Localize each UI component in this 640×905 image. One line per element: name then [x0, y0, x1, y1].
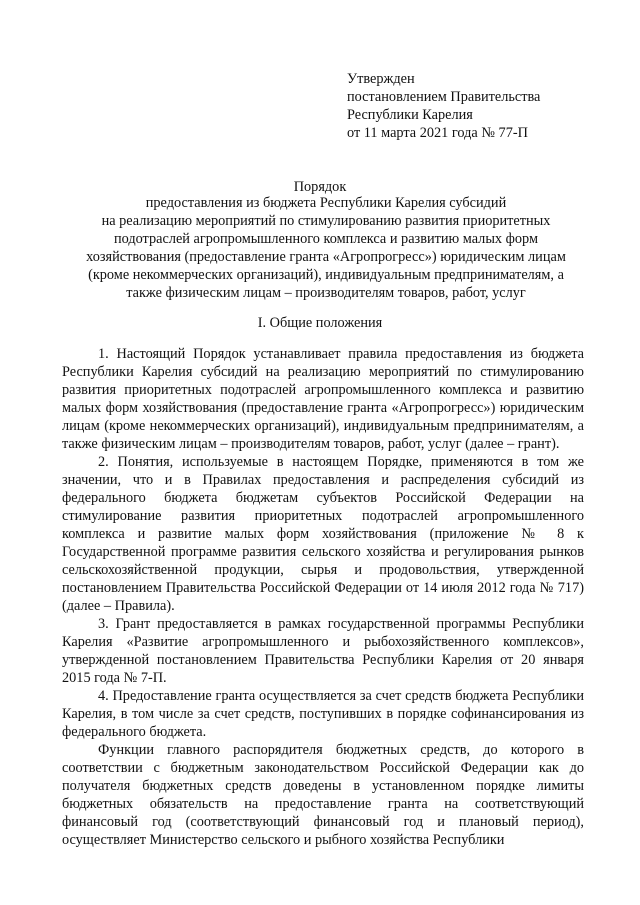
document-subject — [56, 194, 596, 302]
paragraph-3: 3. Грант предоставляется в рамках государственной программы Республики Карелия «Развитие агропромышленного и рыбохозяйственного комплексов», утвержденной постановлением Правительства Республики Карелия от 20 января 2015 года № 7-П. — [62, 616, 584, 686]
section-heading: I. Общие положения — [257, 315, 383, 331]
subject-line: на реализацию мероприятий по стимулированию развития приоритетных — [101, 213, 551, 229]
subject-line: хозяйствования (предоставление гранта «Агропрогресс») юридическим лицам — [86, 249, 566, 265]
subject-line: также физическим лицам – производителям товаров, работ, услуг — [126, 285, 526, 301]
approval-line: Утвержден — [347, 71, 415, 87]
paragraph-2: 2. Понятия, используемые в настоящем Порядке, применяются в том же значении, что и в Правилах предоставления и распределения субсидий из федерального бюджета бюджетам субъектов Российской Федерации на стимулирование развития приоритетных подотраслей агропромышленного комплекса и развитие малых форм хозяйствования (приложение № 8 к Государственной программе развития сельского хозяйства и регулирования рынков сельскохозяйственной продукции, сырья и продовольствия, утвержденной постановлением Правительства Российской Федерации от 14 июля 2012 года № 717) (далее – Правила). — [62, 454, 584, 614]
document-title: Порядок — [293, 179, 347, 195]
subject-line: подотраслей агропромышленного комплекса и развитию малых форм — [113, 231, 539, 247]
subject-line: (кроме некоммерческих организаций), индивидуальным предпринимателям, а — [88, 267, 564, 283]
approval-line: Республики Карелия — [347, 107, 473, 123]
approval-line: постановлением Правительства — [347, 89, 541, 105]
paragraph-4: 4. Предоставление гранта осуществляется за счет средств бюджета Республики Карелия, в том числе за счет средств, поступивших в порядке софинансирования из федерального бюджета. — [62, 688, 584, 740]
paragraph-1: 1. Настоящий Порядок устанавливает правила предоставления из бюджета Республики Карелия субсидий на реализацию мероприятий по стимулированию развития приоритетных подотраслей агропромышленного комплекса и развитию малых форм хозяйствования (предоставление гранта «Агропрогресс») юридическим лицам (кроме некоммерческих организаций), индивидуальным предпринимателям, а также физическим лицам – производителям товаров, работ, услуг (далее – грант). — [62, 346, 584, 452]
subject-line: предоставления из бюджета Республики Карелия субсидий — [145, 195, 507, 211]
paragraph-5: Функции главного распорядителя бюджетных средств, до которого в соответствии с бюджетным законодательством Российской Федерации как до получателя бюджетных средств доведены в установленном порядке лимиты бюджетных обязательств на предоставление гранта на соответствующий финансовый год (соответствующий финансовый год и плановый период), осуществляет Министерство сельского и рыбного хозяйства Республики — [62, 742, 584, 848]
approval-stamp — [347, 70, 607, 142]
approval-date-line: от 11 марта 2021 года № 77-П — [347, 125, 528, 141]
document-body — [62, 345, 584, 849]
